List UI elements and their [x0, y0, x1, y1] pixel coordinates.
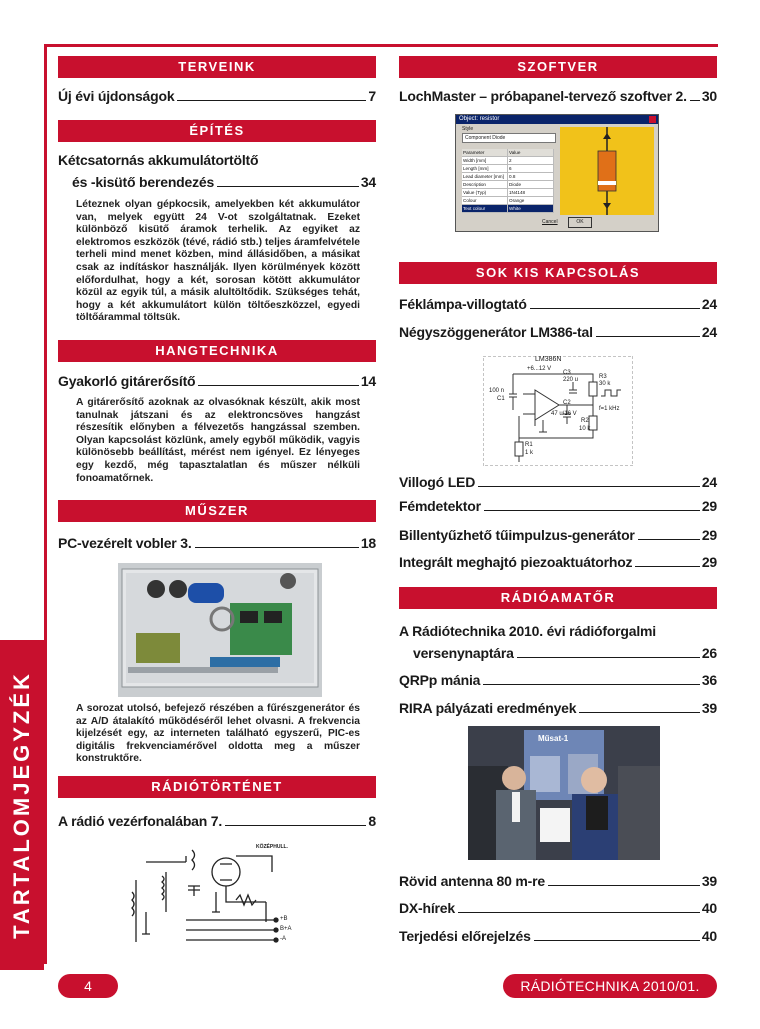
section-header-muszer: MŰSZER [58, 500, 376, 522]
toc-entry[interactable] [72, 174, 376, 190]
sidebar-title: TARTALOMJEGYZÉK [9, 671, 34, 939]
section-header-szoftver: SZOFTVER [399, 56, 717, 78]
schematic-supply-label: +6...12 V [527, 366, 552, 372]
component-preview [560, 127, 654, 215]
parameter-table [462, 149, 554, 213]
leader-line [177, 100, 366, 101]
toc-entry-title: LochMaster – próbapanel-tervező szoftver 2. [399, 88, 687, 104]
leader-line [225, 825, 366, 826]
toc-entry-page: 29 [701, 527, 717, 543]
toc-entry-page: 34 [360, 174, 376, 190]
parameter-row [462, 181, 554, 189]
toc-entry[interactable] [399, 928, 717, 944]
toc-entry-title: Terjedési előrejelzés [399, 928, 531, 944]
dialog-ok-button: OK [568, 217, 592, 228]
toc-entry-page: 39 [701, 873, 717, 889]
schematic-label: R1 [525, 442, 533, 448]
toc-entry-title: Villogó LED [399, 474, 476, 490]
parameter-name: Value (Typ) [462, 189, 508, 196]
toc-entry-page: 7 [368, 88, 376, 104]
toc-entry-page: 40 [701, 928, 717, 944]
schematic-label: R2 [581, 418, 589, 424]
toc-entry-title: versenynaptára [413, 645, 514, 661]
frame-top-line [44, 44, 718, 47]
frame-left-line [44, 44, 47, 964]
toc-entry-page: 30 [701, 88, 717, 104]
parameter-name: Length [mm] [462, 165, 508, 172]
software-dialog-screenshot [455, 114, 659, 232]
parameter-value: 1N4148 [508, 189, 554, 196]
toc-entry-title-line1[interactable] [399, 623, 717, 639]
toc-entry-page: 8 [368, 813, 376, 829]
schematic-label: B+A [280, 926, 292, 932]
schematic-label: C1 [497, 396, 505, 402]
leader-line [217, 186, 359, 187]
parameter-name: Description [462, 181, 508, 188]
toc-entry-title-line1[interactable] [58, 152, 376, 168]
leader-line [530, 308, 700, 309]
parameter-name: Parameter [462, 149, 508, 156]
schematic-label: KÖZÉPHULL. [256, 844, 288, 850]
leader-line [635, 566, 699, 567]
toc-entry-page: 40 [701, 900, 717, 916]
leader-line [195, 547, 359, 548]
parameter-row [462, 205, 554, 213]
toc-entry-page: 18 [360, 535, 376, 551]
toc-entry-title: DX-hírek [399, 900, 455, 916]
schematic-label: 30 k [599, 381, 611, 387]
article-description: A sorozat utolsó, befejező részében a fűrészgenerátor és az A/D átalakító működéséről lehet olvasni. A frekvencia kijelzését egy, az interneten található egyszerű, PIC-es digitális frekvenciamérővel oldotta meg a műszer konstruktőre. [76, 703, 360, 765]
section-header-radiotortenet: RÁDIÓTÖRTÉNET [58, 776, 376, 798]
toc-entry[interactable] [399, 324, 717, 340]
parameter-row [462, 197, 554, 205]
parameter-name: Lead diameter [mm] [462, 173, 508, 180]
sidebar-band [0, 640, 44, 970]
toc-entry-title: QRPp mánia [399, 672, 481, 688]
parameter-row [462, 189, 554, 197]
schematic-label: C2 [563, 400, 571, 406]
parameter-row [462, 149, 554, 157]
poster-text: Műsat-1 [538, 734, 569, 743]
toc-entry-page: 14 [360, 373, 376, 389]
dialog-title: Object: resistor [459, 116, 500, 122]
toc-entry-title: Négyszöggenerátor LM386-tal [399, 324, 593, 340]
toc-entry-page: 24 [701, 324, 717, 340]
section-header-sok-kis-kapcsolas: SOK KIS KAPCSOLÁS [399, 262, 717, 284]
parameter-name: Colour [462, 197, 508, 204]
tube-radio-schematic [126, 842, 296, 950]
leader-line [596, 336, 700, 337]
toc-entry-title: és -kisütő berendezés [72, 174, 215, 190]
article-description: Léteznek olyan gépkocsik, amelyekben két akkumulátor van, melyek együtt 24 V-ot szolgáltatnak. Ezeket különböző kisütő áramok terhelik. Az egyiket az elektromos eszközök (tévé, rádió stb.) teljes áramfelvétele terheli mind menet közben, mind állásidőben, a másikat csak az indításkor használják. Ilyen körülmények között előfordulhat, hogy a két, sorosan kötött akkumulátor közül az egyik túl, a másik alultöltődik. Szükséges tehát, hogy a két akkumulátort külön töltőeszközzel, egyedi töltőárammal töltsük. [76, 199, 360, 324]
schematic-label: C3 [563, 370, 571, 376]
toc-entry-title: Gyakorló gitárerősítő [58, 373, 196, 389]
schematic-label: 220 u [563, 377, 579, 383]
toc-entry-title: Új évi újdonságok [58, 88, 175, 104]
leader-line [483, 684, 700, 685]
schematic-label: 10 k [579, 426, 591, 432]
lm386-schematic [483, 356, 633, 466]
leader-line [478, 486, 700, 487]
leader-line [198, 385, 358, 386]
toc-entry[interactable] [58, 88, 376, 104]
dialog-cancel-button: Cancel [542, 219, 558, 225]
parameter-value: Value [508, 149, 554, 156]
toc-entry[interactable] [399, 498, 717, 514]
schematic-label: 47 u/16 V [551, 411, 577, 417]
toc-entry-title: Féklámpa-villogtató [399, 296, 527, 312]
leader-line [638, 539, 700, 540]
parameter-row [462, 157, 554, 165]
toc-entry-title: Rövid antenna 80 m-re [399, 873, 545, 889]
schematic-label: R3 [599, 374, 607, 380]
toc-entry-page: 24 [701, 474, 717, 490]
leader-line [579, 712, 699, 713]
schematic-label: 1 k [525, 450, 534, 456]
parameter-value: 6 [508, 165, 554, 172]
toc-entry-page: 39 [701, 700, 717, 716]
toc-entry-page: 29 [701, 498, 717, 514]
schematic-label: 100 n [489, 388, 505, 394]
toc-entry-title: A Rádiótechnika 2010. évi rádióforgalmi [399, 623, 656, 639]
toc-entry[interactable] [399, 554, 717, 570]
parameter-row [462, 173, 554, 181]
toc-entry-title: RIRA pályázati eredmények [399, 700, 577, 716]
section-header-radioamator: RÁDIÓAMATŐR [399, 587, 717, 609]
parameter-value: Orange [508, 197, 554, 204]
leader-line [458, 912, 700, 913]
toc-entry-page: 24 [701, 296, 717, 312]
toc-entry[interactable] [58, 535, 376, 551]
toc-entry[interactable] [399, 700, 717, 716]
toc-entry-title: Integrált meghajtó piezoaktuátorhoz [399, 554, 633, 570]
toc-entry-page: 29 [701, 554, 717, 570]
section-header-terveink: TERVEINK [58, 56, 376, 78]
article-description: A gitárerősítő azoknak az olvasóknak készült, akik most tanulnak játszani és az elektroncsöves hangzást részesítik előnyben a félvezetős hangzással szemben. Olyan kapcsolást közlünk, amely egyből működik, vagyis különösebb beállítást, mérést nem igényel. Ez lényeges egy kezdő, még tapasztalatlan és műszer nélküli fonoamatőrnek. [76, 397, 360, 484]
parameter-name: Text colour [462, 205, 508, 212]
parameter-value: Diode [508, 181, 554, 188]
award-photo [468, 726, 660, 860]
toc-entry[interactable] [399, 474, 717, 490]
page-number-badge: 4 [58, 974, 118, 998]
parameter-value: 0.8 [508, 173, 554, 180]
toc-entry[interactable] [399, 672, 717, 688]
toc-entry-title: A rádió vezérfonalában 7. [58, 813, 223, 829]
leader-line [690, 100, 700, 101]
parameter-value: 2 [508, 157, 554, 164]
magazine-issue-badge: RÁDIÓTECHNIKA 2010/01. [503, 974, 717, 998]
leader-line [534, 940, 700, 941]
toc-entry[interactable] [413, 645, 717, 661]
style-select-value: Component Diode [465, 135, 506, 141]
schematic-label: +B [280, 916, 288, 922]
toc-entry-title: PC-vezérelt vobler 3. [58, 535, 192, 551]
leader-line [548, 885, 700, 886]
leader-line [484, 510, 700, 511]
parameter-value: White [508, 205, 554, 212]
section-header-epites: ÉPÍTÉS [58, 120, 376, 142]
schematic-label: f=1 kHz [599, 406, 620, 412]
device-photo [118, 563, 322, 697]
toc-entry[interactable] [58, 373, 376, 389]
toc-entry-page: 36 [701, 672, 717, 688]
toc-entry[interactable] [399, 527, 717, 543]
parameter-row [462, 165, 554, 173]
parameter-name: Width [mm] [462, 157, 508, 164]
toc-entry[interactable] [399, 873, 717, 889]
leader-line [517, 657, 700, 658]
toc-entry-page: 26 [701, 645, 717, 661]
schematic-label: -A [280, 936, 286, 942]
toc-entry[interactable] [399, 900, 717, 916]
toc-entry-title: Kétcsatornás akkumulátortöltő [58, 152, 259, 168]
toc-entry-title: Fémdetektor [399, 498, 481, 514]
section-header-hangtechnika: HANGTECHNIKA [58, 340, 376, 362]
dialog-titlebar [456, 115, 658, 124]
schematic-chip-label: LM386N [535, 356, 562, 363]
dialog-style-label: Style [462, 126, 474, 132]
toc-entry[interactable] [399, 88, 717, 104]
toc-entry-title: Billentyűzhető tűimpulzus-generátor [399, 527, 635, 543]
close-icon [649, 116, 656, 123]
style-select [462, 133, 556, 143]
toc-entry[interactable] [58, 813, 376, 829]
toc-entry[interactable] [399, 296, 717, 312]
